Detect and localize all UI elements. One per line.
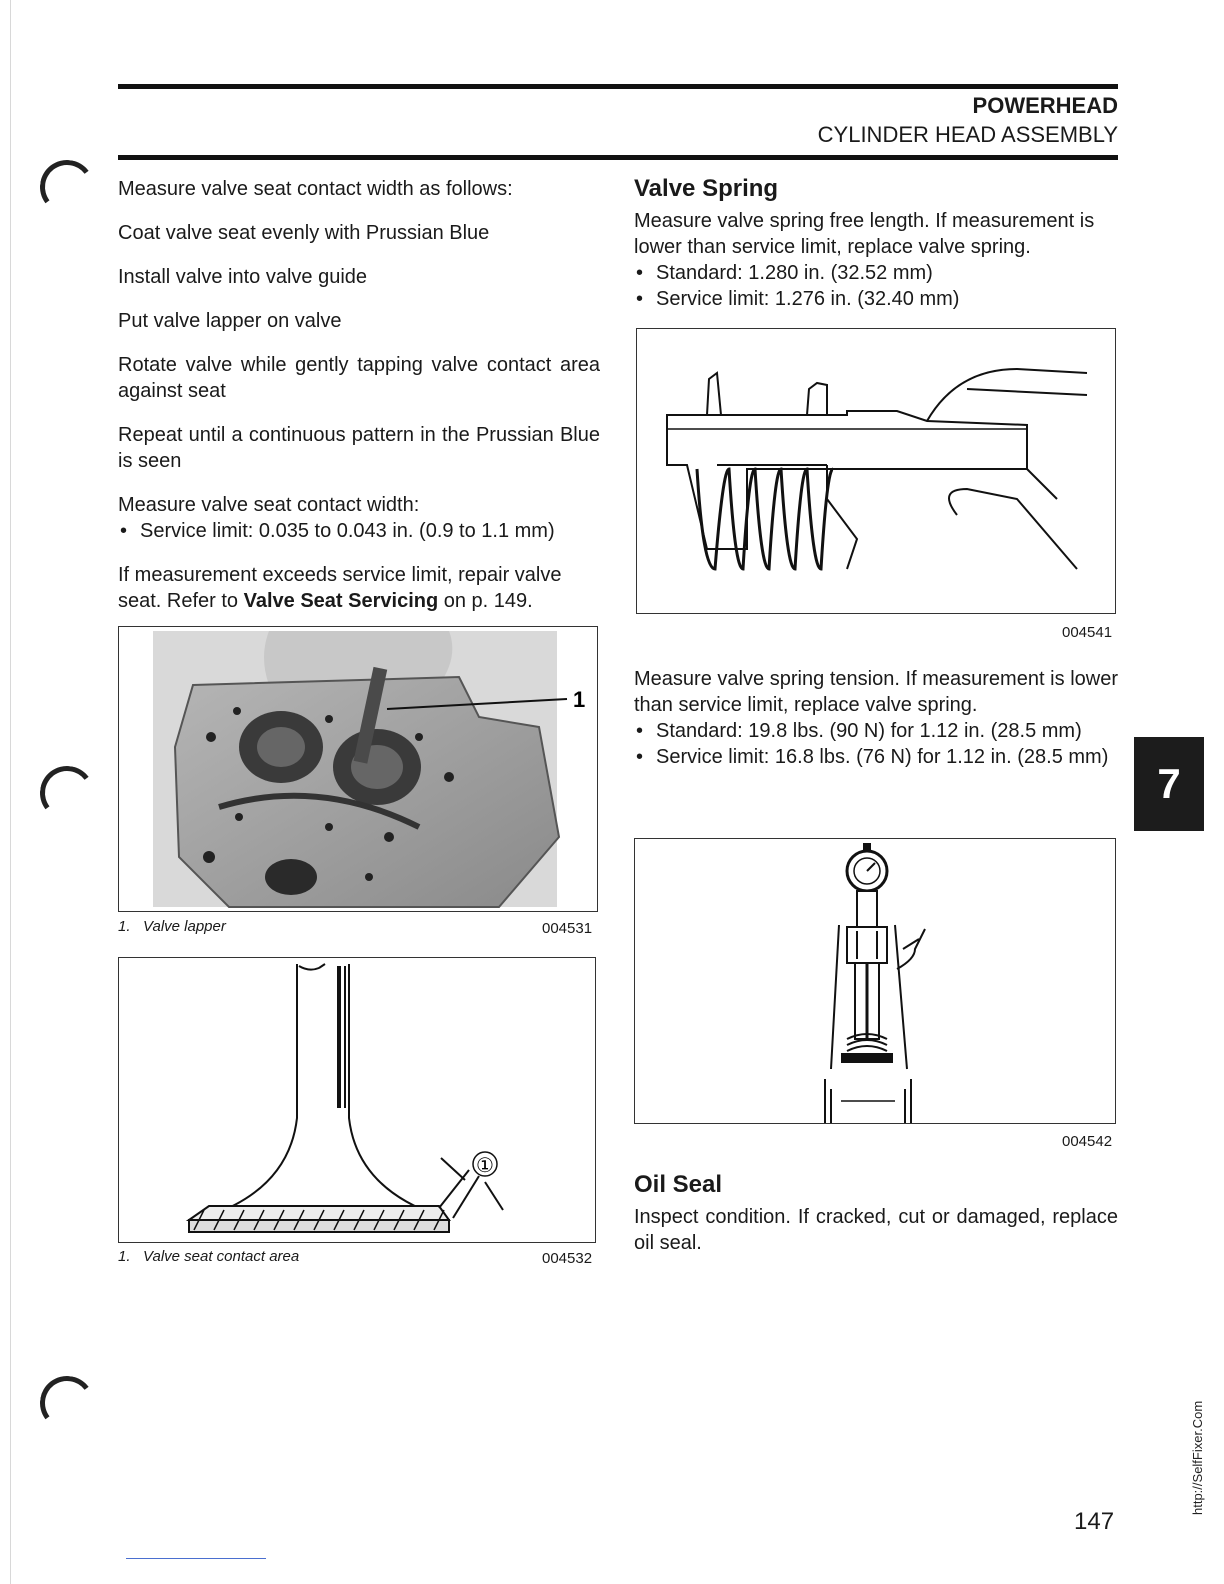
intro-text: Measure valve seat contact width as follows: bbox=[118, 178, 513, 200]
step: Put valve lapper on valve bbox=[118, 310, 342, 332]
chapter-tab: 7 bbox=[1134, 737, 1204, 831]
section-title: POWERHEAD bbox=[972, 93, 1118, 118]
cross-reference: Valve Seat Servicing bbox=[243, 590, 439, 612]
tension-tester-drawing bbox=[635, 839, 1115, 1123]
fig3-code: 004541 bbox=[1062, 624, 1113, 641]
oil-seal-heading: Oil Seal bbox=[634, 1171, 723, 1198]
spring-tension-section bbox=[634, 666, 1118, 770]
fig2-caption: 1. Valve seat contact area bbox=[118, 1248, 300, 1265]
page-edge bbox=[10, 0, 11, 1584]
tension-text: Measure valve spring tension. If measurement is lower than service limit, replace valve spring. bbox=[634, 668, 1118, 716]
binder-hole bbox=[37, 157, 98, 218]
fig1-callout: 1 bbox=[573, 687, 586, 712]
spring-spec: • Service limit: 1.276 in. (32.40 mm) bbox=[634, 286, 1118, 312]
measure-label: Measure valve seat contact width: bbox=[118, 494, 420, 516]
spring-spec: • Standard: 1.280 in. (32.52 mm) bbox=[634, 260, 1118, 286]
header-rule-bottom bbox=[118, 155, 1118, 160]
left-column bbox=[118, 176, 600, 632]
fig4-code: 004542 bbox=[1062, 1133, 1113, 1150]
bottom-line bbox=[126, 1558, 266, 1559]
exceeds-paragraph: If measurement exceeds service limit, repair valve seat. Refer to Valve Seat Servicing on p. 149. bbox=[118, 564, 562, 612]
step: Install valve into valve guide bbox=[118, 266, 368, 288]
page-number: 147 bbox=[1074, 1508, 1115, 1535]
fig2-callout: ① bbox=[476, 1153, 494, 1177]
oil-seal-section bbox=[634, 1172, 1118, 1256]
step: Coat valve seat evenly with Prussian Blue bbox=[118, 222, 490, 244]
measure-limit: • Service limit: 0.035 to 0.043 in. (0.9 to 1.1 mm) bbox=[118, 518, 600, 544]
tension-spec: • Service limit: 16.8 lbs. (76 N) for 1.12 in. (28.5 mm) bbox=[634, 744, 1118, 770]
valve-lapper-photo bbox=[119, 627, 597, 911]
caliper-drawing bbox=[637, 329, 1115, 613]
valve-spring-section bbox=[634, 176, 1118, 312]
figure-spring-tension bbox=[634, 838, 1116, 1124]
valve-drawing bbox=[119, 958, 595, 1242]
figure-valve-seat bbox=[118, 957, 596, 1243]
fig1-caption: 1. Valve lapper bbox=[118, 918, 226, 935]
tension-spec: • Standard: 19.8 lbs. (90 N) for 1.12 in. (28.5 mm) bbox=[634, 718, 1118, 744]
seal-text: Inspect condition. If cracked, cut or damaged, replace oil seal. bbox=[634, 1206, 1118, 1254]
fig2-code: 004532 bbox=[542, 1250, 593, 1267]
binder-hole bbox=[37, 1373, 98, 1434]
binder-hole bbox=[37, 763, 98, 824]
step: Rotate valve while gently tapping valve contact area against seat bbox=[118, 354, 600, 402]
header-rule-top bbox=[118, 84, 1118, 89]
subsection-title: CYLINDER HEAD ASSEMBLY bbox=[817, 122, 1118, 147]
fig1-code: 004531 bbox=[542, 920, 593, 937]
watermark: http://SelfFixer.Com bbox=[1190, 1400, 1205, 1515]
step: Repeat until a continuous pattern in the Prussian Blue is seen bbox=[118, 424, 600, 472]
valve-spring-heading: Valve Spring bbox=[634, 175, 779, 202]
spring-text: Measure valve spring free length. If measurement is lower than service limit, replace valve spring. bbox=[634, 210, 1095, 258]
figure-spring-length bbox=[636, 328, 1116, 614]
figure-valve-lapper bbox=[118, 626, 598, 912]
